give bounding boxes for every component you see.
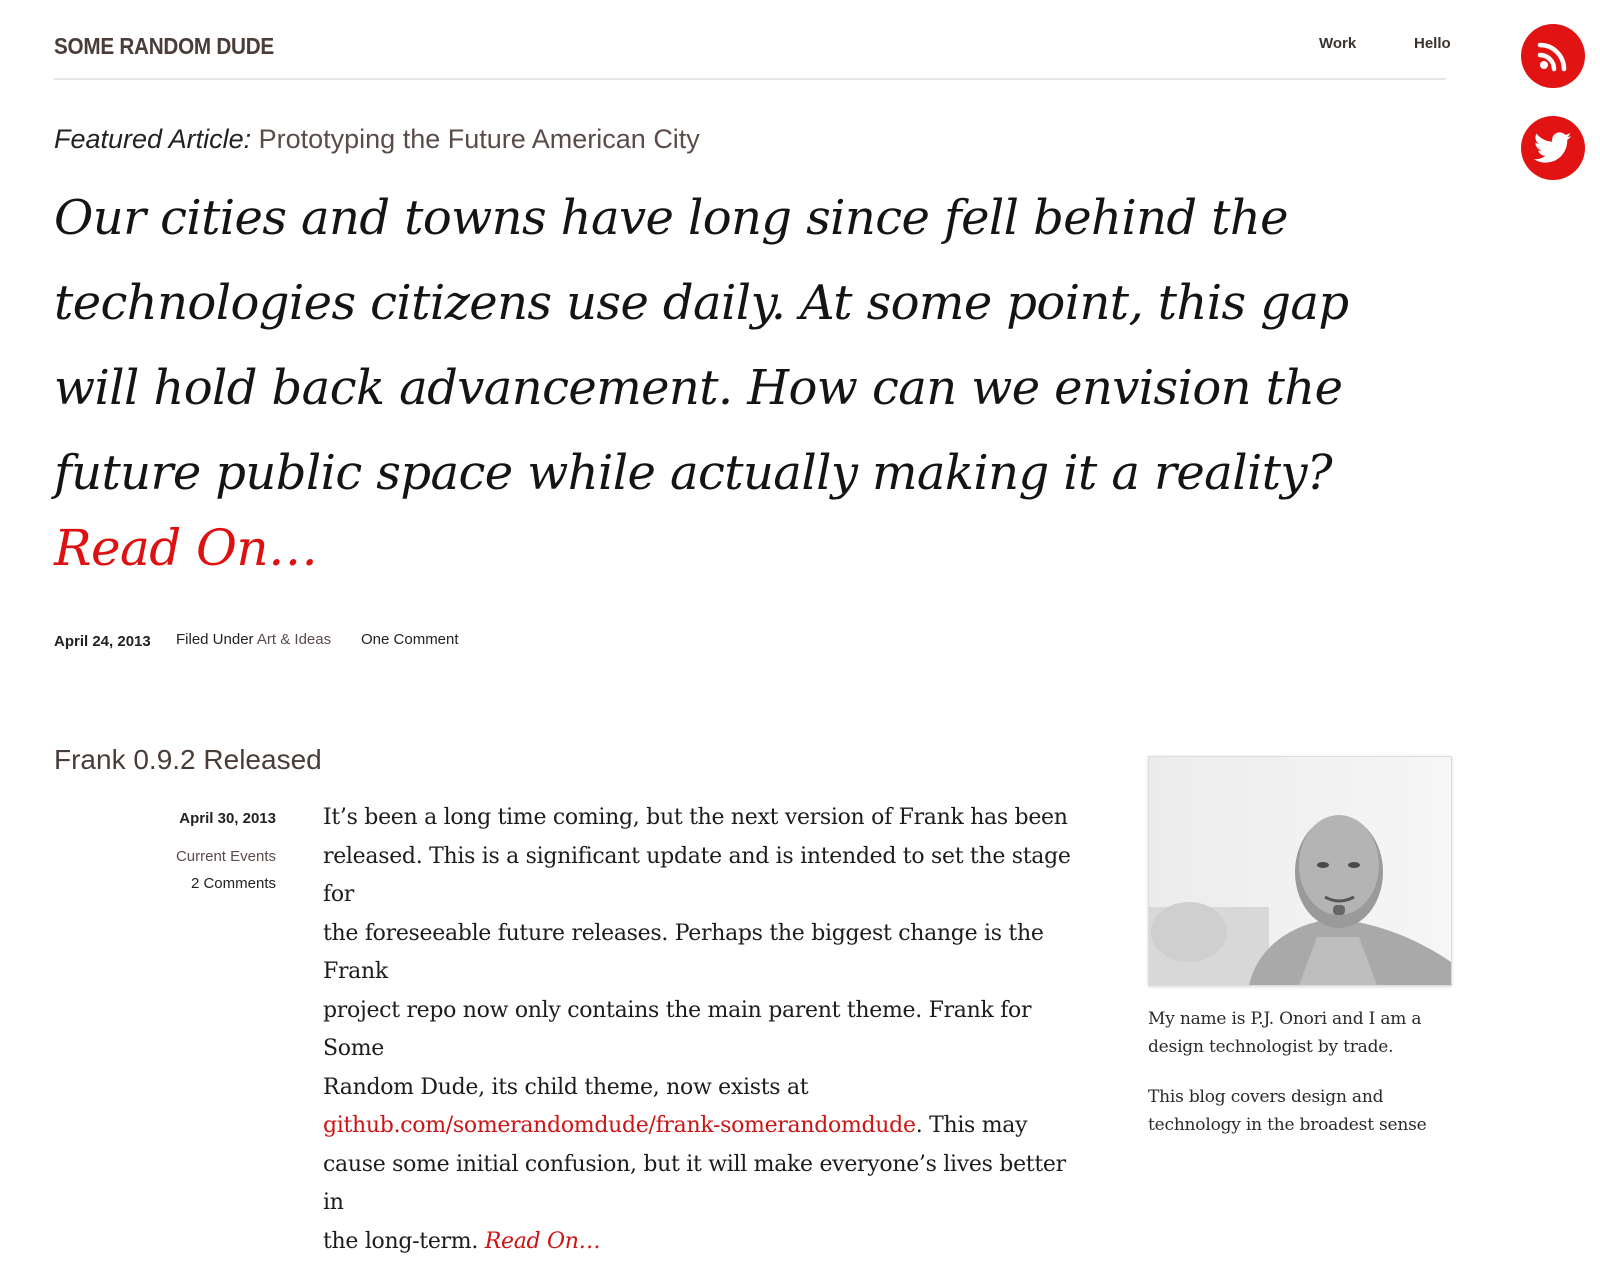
body-line: the foreseeable future releases. Perhaps the biggest change is the Frank [323,915,1093,992]
featured-article-line [54,124,700,155]
excerpt-line: technologies citizens use daily. At some point, this gap [54,261,1454,346]
bio-line: This blog covers design and [1148,1083,1448,1111]
excerpt-line: future public space while actually making it a reality? [54,431,1454,516]
excerpt-line: Our cities and towns have long since fell behind the [54,176,1454,261]
post-date: April 30, 2013 [150,810,276,827]
rss-icon [1536,39,1570,73]
body-line [323,1223,1093,1261]
bio-line: design technologist by trade. [1148,1033,1448,1061]
author-portrait-image [1149,757,1451,985]
featured-date: April 24, 2013 [54,633,151,650]
featured-excerpt [54,176,1454,516]
site-title[interactable]: SOME RANDOM DUDE [54,33,274,60]
twitter-button[interactable] [1521,116,1585,180]
github-link[interactable]: github.com/somerandomdude/frank-somerandomdude [323,1113,916,1138]
body-line: It’s been a long time coming, but the next version of Frank has been [323,799,1093,838]
blog-description [1148,1083,1448,1139]
body-text: . This may [916,1113,1028,1138]
featured-filed-under [176,631,331,648]
post-body [323,799,1093,1261]
filed-under-label: Filed Under [176,631,254,648]
post-read-on-link[interactable]: Read On… [485,1229,601,1254]
post-title-link[interactable]: Frank 0.9.2 Released [54,744,322,776]
body-line: Random Dude, its child theme, now exists at [323,1069,1093,1108]
bio-line: technology in the broadest sense [1148,1111,1448,1139]
rss-button[interactable] [1521,24,1585,88]
twitter-icon [1534,132,1572,164]
featured-comments-link[interactable]: One Comment [361,631,459,648]
body-text: the long-term. [323,1229,478,1254]
nav-work[interactable]: Work [1319,35,1356,52]
body-line: cause some initial confusion, but it will make everyone’s lives better in [323,1146,1093,1223]
nav-hello[interactable]: Hello [1414,35,1451,52]
post-comments-link[interactable]: 2 Comments [150,875,276,892]
featured-title-link[interactable]: Prototyping the Future American City [259,124,700,154]
featured-category-link[interactable]: Art & Ideas [257,631,331,648]
featured-read-on-link[interactable]: Read On… [54,519,317,577]
site-header [54,0,1446,80]
author-avatar [1148,756,1452,986]
excerpt-line: will hold back advancement. How can we envision the [54,346,1454,431]
post-category-link[interactable]: Current Events [150,848,276,865]
body-line [323,1107,1093,1146]
author-bio [1148,1005,1448,1061]
body-line: released. This is a significant update and is intended to set the stage for [323,838,1093,915]
featured-label: Featured Article: [54,124,251,154]
bio-line: My name is P.J. Onori and I am a [1148,1005,1448,1033]
body-line: project repo now only contains the main parent theme. Frank for Some [323,992,1093,1069]
